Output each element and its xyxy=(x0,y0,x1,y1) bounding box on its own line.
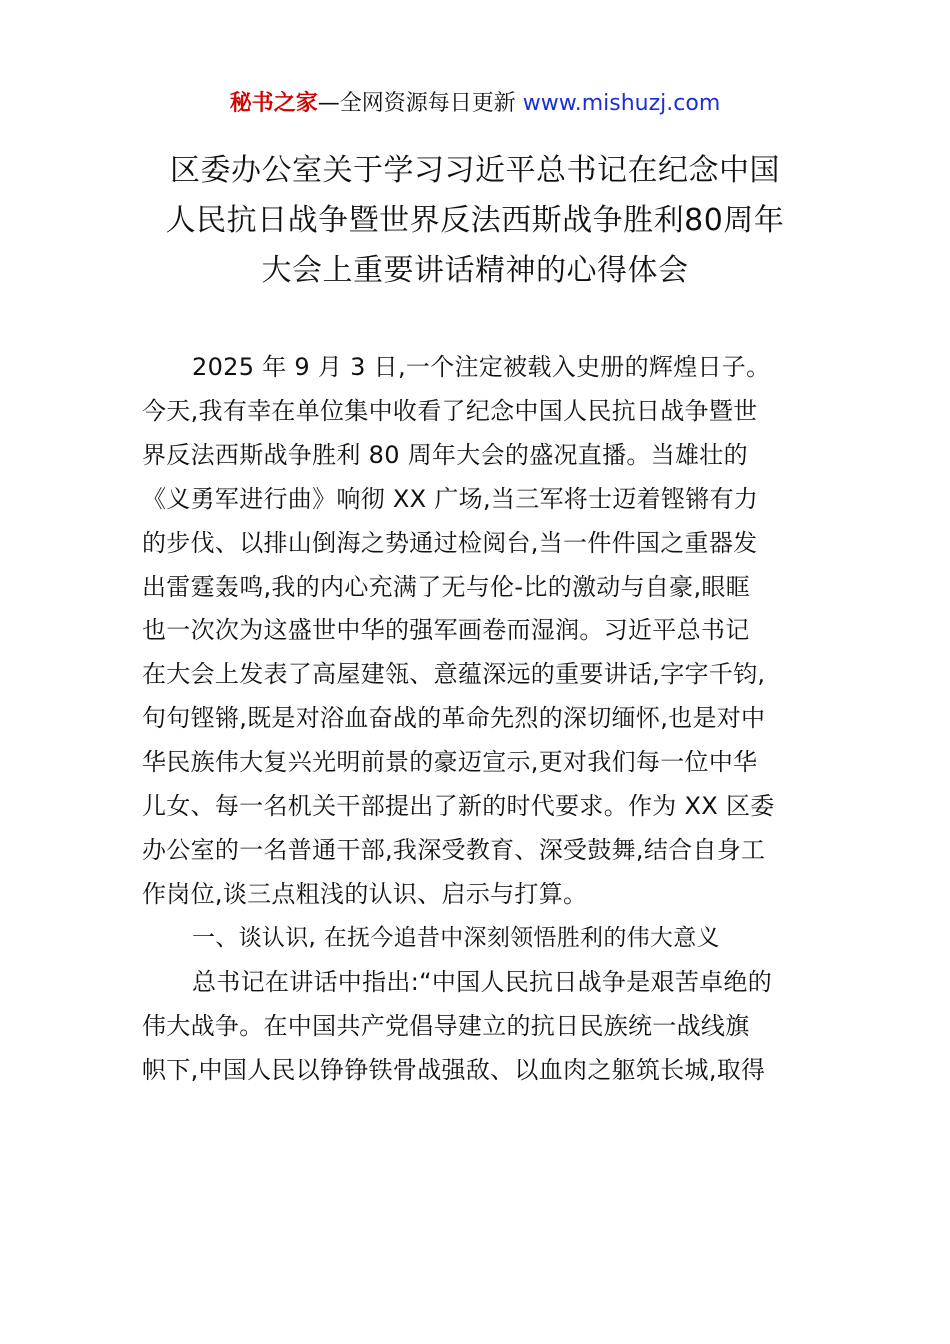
paragraph-line: 儿女、每一名机关干部提出了新的时代要求。作为 XX 区委 xyxy=(142,792,775,821)
paragraph-line: 帜下,中国人民以铮铮铁骨战强敌、以血肉之躯筑长城,取得 xyxy=(142,1055,766,1084)
paragraph-line: 《义勇军进行曲》响彻 XX 广场,当三军将士迈着铿锵有力 xyxy=(142,484,759,513)
paragraph-line: 界反法西斯战争胜利 80 周年大会的盛况直播。当雄壮的 xyxy=(142,440,748,469)
paragraph-line: 办公室的一名普通干部,我深受教育、深受鼓舞,结合自身工 xyxy=(142,835,766,864)
paragraph-line: 伟大战争。在中国共产党倡导建立的抗日民族统一战线旗 xyxy=(142,1011,750,1040)
document-title xyxy=(130,146,820,296)
site-header xyxy=(0,88,950,120)
paragraph-line: 总书记在讲话中指出:“中国人民抗日战争是艰苦卓绝的 xyxy=(192,967,773,996)
paragraph-line: 2025 年 9 月 3 日,一个注定被载入史册的辉煌日子。 xyxy=(192,353,771,381)
title-line: 区委办公室关于学习习近平总书记在纪念中国 xyxy=(170,153,780,188)
paragraph-line: 出雷霆轰鸣,我的内心充满了无与伦-比的激动与自豪,眼眶 xyxy=(142,572,751,601)
paragraph-line: 今天,我有幸在单位集中收看了纪念中国人民抗日战争暨世 xyxy=(142,396,758,425)
paragraph-line: 作岗位,谈三点粗浅的认识、启示与打算。 xyxy=(142,879,588,908)
document-body xyxy=(142,346,810,1092)
paragraph-line: 华民族伟大复兴光明前景的豪迈宣示,更对我们每一位中华 xyxy=(142,748,758,777)
paragraph-line: 的步伐、以排山倒海之势通过检阅台,当一件件国之重器发 xyxy=(142,528,758,557)
title-line: 大会上重要讲话精神的心得体会 xyxy=(261,253,689,288)
site-tagline: —全网资源每日更新 xyxy=(317,91,523,116)
site-brand: 秘书之家 xyxy=(229,91,318,116)
paragraph-line: 句句铿锵,既是对浴血奋战的革命先烈的深切缅怀,也是对中 xyxy=(142,704,766,733)
site-url-link[interactable]: www.mishuzj.com xyxy=(522,91,721,116)
section-heading: 一、谈认识, 在抚今追昔中深刻领悟胜利的伟大意义 xyxy=(192,924,720,951)
paragraph-line: 在大会上发表了高屋建瓴、意蕴深远的重要讲话,字字千钧, xyxy=(142,660,766,689)
paragraph-line: 也一次次为这盛世中华的强军画卷而湿润。习近平总书记 xyxy=(142,616,750,645)
title-line: 人民抗日战争暨世界反法西斯战争胜利80周年 xyxy=(165,203,785,238)
